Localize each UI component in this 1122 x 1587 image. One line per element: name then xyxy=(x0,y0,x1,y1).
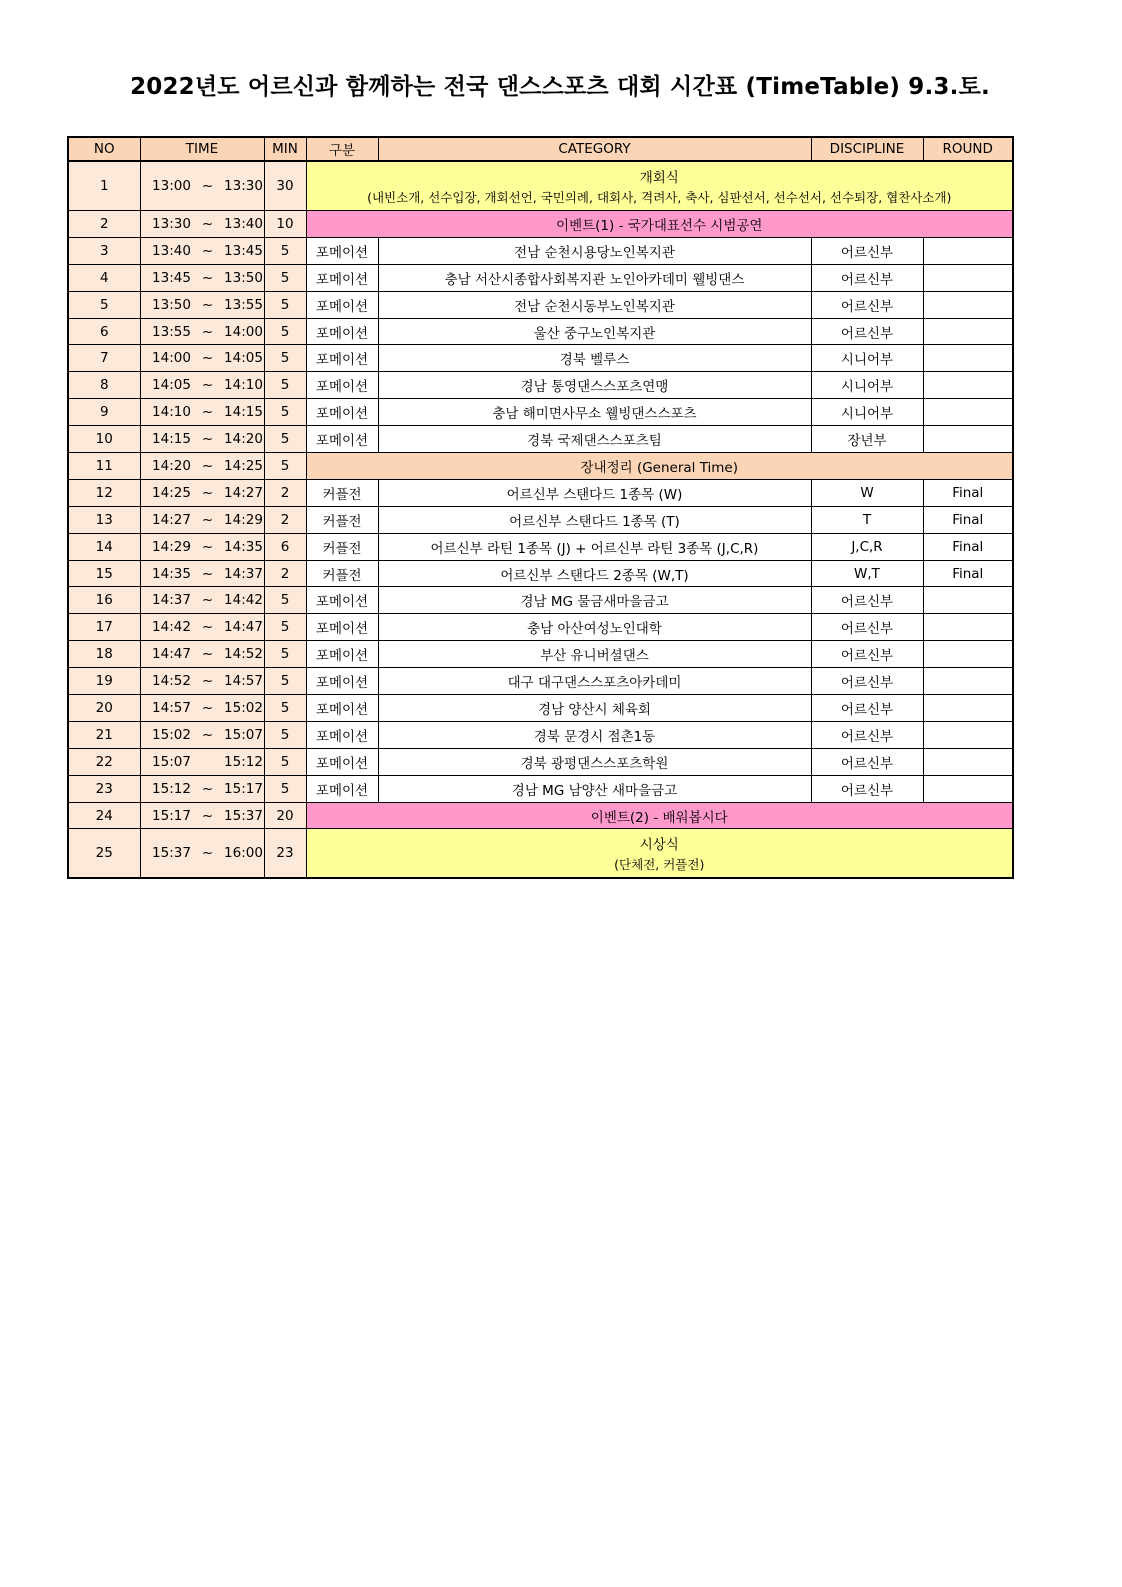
row-no: 9 xyxy=(68,399,140,426)
row-time xyxy=(140,668,264,695)
row-time xyxy=(140,587,264,614)
row-no: 19 xyxy=(68,668,140,695)
row-round xyxy=(923,748,1013,775)
row-time xyxy=(140,426,264,453)
table-row xyxy=(68,161,1013,211)
time-end: 13:40 xyxy=(224,215,263,232)
header-round: ROUND xyxy=(923,137,1013,161)
row-no: 25 xyxy=(68,829,140,879)
time-end: 15:07 xyxy=(224,726,263,743)
row-time xyxy=(140,453,264,480)
row-min: 5 xyxy=(264,291,306,318)
row-discipline: 어르신부 xyxy=(811,748,923,775)
table-row xyxy=(68,587,1013,614)
row-category: 경북 벨루스 xyxy=(378,345,811,372)
row-gubun: 포메이션 xyxy=(306,318,378,345)
header-category: CATEGORY xyxy=(378,137,811,161)
time-start: 14:27 xyxy=(152,511,191,528)
time-end: 13:45 xyxy=(224,242,263,259)
time-start: 15:07 xyxy=(152,753,191,770)
row-discipline: 어르신부 xyxy=(811,668,923,695)
time-end: 13:50 xyxy=(224,269,263,286)
timetable-body xyxy=(68,161,1013,878)
table-row xyxy=(68,802,1013,829)
row-time xyxy=(140,775,264,802)
header-discipline: DISCIPLINE xyxy=(811,137,923,161)
table-row xyxy=(68,291,1013,318)
row-time xyxy=(140,506,264,533)
row-time xyxy=(140,291,264,318)
row-gubun: 포메이션 xyxy=(306,237,378,264)
row-category: 어르신부 스탠다드 1종목 (W) xyxy=(378,479,811,506)
time-separator: ~ xyxy=(201,484,214,501)
row-min: 5 xyxy=(264,318,306,345)
row-round xyxy=(923,614,1013,641)
time-separator: ~ xyxy=(201,296,214,313)
time-separator: ~ xyxy=(201,699,214,716)
row-discipline: 시니어부 xyxy=(811,345,923,372)
table-row xyxy=(68,479,1013,506)
row-min: 2 xyxy=(264,479,306,506)
row-category: 충남 아산여성노인대학 xyxy=(378,614,811,641)
row-no: 18 xyxy=(68,641,140,668)
row-min: 5 xyxy=(264,775,306,802)
row-discipline: 어르신부 xyxy=(811,775,923,802)
time-separator: ~ xyxy=(201,350,214,367)
row-min: 20 xyxy=(264,802,306,829)
time-end: 14:47 xyxy=(224,619,263,636)
event-details: (내빈소개, 선수입장, 개회선언, 국민의례, 대회사, 격려사, 축사, 심판선서, 선수선서, 선수퇴장, 협찬사소개) xyxy=(367,190,952,205)
row-round xyxy=(923,775,1013,802)
row-gubun: 포메이션 xyxy=(306,426,378,453)
row-round xyxy=(923,399,1013,426)
row-discipline: W xyxy=(811,479,923,506)
time-start: 14:10 xyxy=(152,404,191,421)
row-event xyxy=(306,211,1013,238)
table-row xyxy=(68,668,1013,695)
table-row xyxy=(68,829,1013,879)
header-time: TIME xyxy=(140,137,264,161)
time-end: 14:35 xyxy=(224,538,263,555)
row-discipline: 시니어부 xyxy=(811,372,923,399)
row-category: 전남 순천시용당노인복지관 xyxy=(378,237,811,264)
row-time xyxy=(140,211,264,238)
row-gubun: 포메이션 xyxy=(306,695,378,722)
row-round: Final xyxy=(923,506,1013,533)
time-separator: ~ xyxy=(201,646,214,663)
row-event xyxy=(306,802,1013,829)
row-time xyxy=(140,372,264,399)
row-gubun: 포메이션 xyxy=(306,372,378,399)
row-round xyxy=(923,641,1013,668)
row-round: Final xyxy=(923,479,1013,506)
row-min: 5 xyxy=(264,695,306,722)
row-time xyxy=(140,560,264,587)
row-gubun: 포메이션 xyxy=(306,748,378,775)
time-start: 14:29 xyxy=(152,538,191,555)
page-title: 2022년도 어르신과 함께하는 전국 댄스스포츠 대회 시간표 (TimeTable) 9.3.토. xyxy=(130,74,990,100)
row-no: 14 xyxy=(68,533,140,560)
row-no: 17 xyxy=(68,614,140,641)
table-row xyxy=(68,748,1013,775)
time-end: 15:12 xyxy=(224,753,263,770)
time-start: 14:37 xyxy=(152,592,191,609)
row-round xyxy=(923,668,1013,695)
row-gubun: 포메이션 xyxy=(306,668,378,695)
time-end: 14:42 xyxy=(224,592,263,609)
row-no: 4 xyxy=(68,264,140,291)
row-round xyxy=(923,695,1013,722)
table-row xyxy=(68,426,1013,453)
row-time xyxy=(140,161,264,211)
row-category: 어르신부 라틴 1종목 (J) + 어르신부 라틴 3종목 (J,C,R) xyxy=(378,533,811,560)
time-end: 13:55 xyxy=(224,296,263,313)
table-row xyxy=(68,614,1013,641)
row-min: 5 xyxy=(264,668,306,695)
row-min: 2 xyxy=(264,506,306,533)
timetable xyxy=(67,136,1014,879)
row-no: 6 xyxy=(68,318,140,345)
row-event xyxy=(306,161,1013,211)
time-end: 15:37 xyxy=(224,807,263,824)
row-time xyxy=(140,318,264,345)
time-start: 13:55 xyxy=(152,323,191,340)
row-gubun: 포메이션 xyxy=(306,264,378,291)
event-details: (단체전, 커플전) xyxy=(614,857,705,873)
row-discipline: 장년부 xyxy=(811,426,923,453)
time-start: 14:52 xyxy=(152,673,191,690)
row-gubun: 포메이션 xyxy=(306,775,378,802)
row-no: 8 xyxy=(68,372,140,399)
row-event xyxy=(306,453,1013,480)
time-start: 13:00 xyxy=(152,178,191,194)
table-row xyxy=(68,641,1013,668)
time-separator: ~ xyxy=(201,242,214,259)
time-start: 13:45 xyxy=(152,269,191,286)
time-end: 13:30 xyxy=(224,178,263,194)
time-start: 15:12 xyxy=(152,780,191,797)
time-separator: ~ xyxy=(201,807,214,824)
time-end: 14:25 xyxy=(224,457,263,474)
row-round xyxy=(923,291,1013,318)
time-end: 14:05 xyxy=(224,350,263,367)
time-separator: ~ xyxy=(201,511,214,528)
row-category: 경북 광평댄스스포츠학원 xyxy=(378,748,811,775)
time-end: 14:27 xyxy=(224,484,263,501)
time-end: 14:57 xyxy=(224,673,263,690)
time-separator: ~ xyxy=(201,780,214,797)
row-no: 22 xyxy=(68,748,140,775)
time-start: 14:35 xyxy=(152,565,191,582)
row-category: 경북 국제댄스스포츠팀 xyxy=(378,426,811,453)
row-gubun: 커플전 xyxy=(306,506,378,533)
time-end: 14:29 xyxy=(224,511,263,528)
row-discipline: 어르신부 xyxy=(811,318,923,345)
row-round xyxy=(923,587,1013,614)
table-row xyxy=(68,345,1013,372)
row-category: 충남 서산시종합사회복지관 노인아카데미 웰빙댄스 xyxy=(378,264,811,291)
time-start: 13:30 xyxy=(152,215,191,232)
row-discipline: 어르신부 xyxy=(811,291,923,318)
event-title: 개회식 xyxy=(639,170,679,186)
row-no: 15 xyxy=(68,560,140,587)
row-min: 5 xyxy=(264,587,306,614)
row-gubun: 포메이션 xyxy=(306,721,378,748)
row-time xyxy=(140,614,264,641)
time-separator: ~ xyxy=(201,431,214,448)
row-gubun: 커플전 xyxy=(306,533,378,560)
row-category: 충남 해미면사무소 웰빙댄스스포츠 xyxy=(378,399,811,426)
time-separator: ~ xyxy=(201,673,214,690)
row-category: 어르신부 스탠다드 1종목 (T) xyxy=(378,506,811,533)
row-round: Final xyxy=(923,560,1013,587)
time-separator: ~ xyxy=(201,323,214,340)
row-category: 경남 MG 물금새마을금고 xyxy=(378,587,811,614)
row-no: 2 xyxy=(68,211,140,238)
row-gubun: 포메이션 xyxy=(306,641,378,668)
time-end: 15:17 xyxy=(224,780,263,797)
row-gubun: 커플전 xyxy=(306,479,378,506)
row-min: 30 xyxy=(264,161,306,211)
time-separator: ~ xyxy=(201,726,214,743)
row-gubun: 포메이션 xyxy=(306,399,378,426)
time-start: 15:17 xyxy=(152,807,191,824)
table-row xyxy=(68,318,1013,345)
row-event xyxy=(306,829,1013,879)
row-no: 20 xyxy=(68,695,140,722)
row-discipline: T xyxy=(811,506,923,533)
row-gubun: 포메이션 xyxy=(306,614,378,641)
header-no: NO xyxy=(68,137,140,161)
header-row xyxy=(68,137,1013,161)
time-end: 14:15 xyxy=(224,404,263,421)
time-start: 14:20 xyxy=(152,457,191,474)
row-no: 3 xyxy=(68,237,140,264)
row-min: 5 xyxy=(264,345,306,372)
row-time xyxy=(140,345,264,372)
row-category: 울산 중구노인복지관 xyxy=(378,318,811,345)
row-discipline: 어르신부 xyxy=(811,721,923,748)
time-separator: ~ xyxy=(201,269,214,286)
table-row xyxy=(68,237,1013,264)
row-gubun: 포메이션 xyxy=(306,345,378,372)
time-separator: ~ xyxy=(201,619,214,636)
event-title: 시상식 xyxy=(639,837,679,854)
row-discipline: 시니어부 xyxy=(811,399,923,426)
row-discipline: J,C,R xyxy=(811,533,923,560)
time-start: 14:05 xyxy=(152,377,191,394)
time-separator: ~ xyxy=(201,215,214,232)
row-discipline: 어르신부 xyxy=(811,695,923,722)
row-no: 11 xyxy=(68,453,140,480)
row-category: 경남 양산시 체육회 xyxy=(378,695,811,722)
row-min: 10 xyxy=(264,211,306,238)
table-row xyxy=(68,264,1013,291)
time-separator: ~ xyxy=(201,538,214,555)
time-separator: ~ xyxy=(201,178,214,194)
row-category: 전남 순천시동부노인복지관 xyxy=(378,291,811,318)
row-min: 5 xyxy=(264,748,306,775)
table-row xyxy=(68,453,1013,480)
row-min: 5 xyxy=(264,264,306,291)
row-category: 대구 대구댄스스포츠아카데미 xyxy=(378,668,811,695)
time-start: 15:37 xyxy=(152,845,191,862)
table-row xyxy=(68,533,1013,560)
row-time xyxy=(140,721,264,748)
table-row xyxy=(68,506,1013,533)
row-round xyxy=(923,426,1013,453)
row-min: 5 xyxy=(264,372,306,399)
time-separator: ~ xyxy=(201,592,214,609)
row-min: 5 xyxy=(264,237,306,264)
time-end: 14:20 xyxy=(224,431,263,448)
table-row xyxy=(68,211,1013,238)
row-round xyxy=(923,318,1013,345)
header-min: MIN xyxy=(264,137,306,161)
row-time xyxy=(140,802,264,829)
row-no: 5 xyxy=(68,291,140,318)
row-round xyxy=(923,264,1013,291)
time-start: 13:50 xyxy=(152,296,191,313)
row-no: 1 xyxy=(68,161,140,211)
row-discipline: 어르신부 xyxy=(811,641,923,668)
row-discipline: 어르신부 xyxy=(811,237,923,264)
time-end: 14:37 xyxy=(224,565,263,582)
row-round xyxy=(923,237,1013,264)
time-separator: ~ xyxy=(201,845,214,862)
row-category: 경북 문경시 점촌1동 xyxy=(378,721,811,748)
row-round xyxy=(923,372,1013,399)
row-time xyxy=(140,695,264,722)
time-start: 14:57 xyxy=(152,699,191,716)
time-end: 16:00 xyxy=(224,845,263,862)
row-time xyxy=(140,399,264,426)
row-category: 부산 유니버셜댄스 xyxy=(378,641,811,668)
time-start: 14:47 xyxy=(152,646,191,663)
row-min: 2 xyxy=(264,560,306,587)
row-gubun: 커플전 xyxy=(306,560,378,587)
time-start: 14:00 xyxy=(152,350,191,367)
row-category: 어르신부 스탠다드 2종목 (W,T) xyxy=(378,560,811,587)
row-min: 5 xyxy=(264,399,306,426)
row-min: 5 xyxy=(264,641,306,668)
row-round xyxy=(923,345,1013,372)
row-gubun: 포메이션 xyxy=(306,291,378,318)
row-no: 23 xyxy=(68,775,140,802)
time-separator: ~ xyxy=(201,404,214,421)
row-time xyxy=(140,237,264,264)
row-no: 7 xyxy=(68,345,140,372)
time-end: 14:10 xyxy=(224,377,263,394)
time-start: 14:42 xyxy=(152,619,191,636)
row-discipline: 어르신부 xyxy=(811,587,923,614)
time-start: 14:15 xyxy=(152,431,191,448)
row-discipline: W,T xyxy=(811,560,923,587)
row-min: 5 xyxy=(264,453,306,480)
time-end: 14:52 xyxy=(224,646,263,663)
table-row xyxy=(68,372,1013,399)
row-min: 23 xyxy=(264,829,306,879)
row-time xyxy=(140,264,264,291)
time-start: 15:02 xyxy=(152,726,191,743)
time-separator: ~ xyxy=(201,565,214,582)
row-discipline: 어르신부 xyxy=(811,264,923,291)
row-time xyxy=(140,829,264,879)
row-no: 10 xyxy=(68,426,140,453)
row-time xyxy=(140,641,264,668)
header-gubun: 구분 xyxy=(306,137,378,161)
time-start: 13:40 xyxy=(152,242,191,259)
event-title: 장내정리 (General Time) xyxy=(580,459,739,476)
time-start: 14:25 xyxy=(152,484,191,501)
row-min: 5 xyxy=(264,426,306,453)
row-gubun: 포메이션 xyxy=(306,587,378,614)
time-end: 14:00 xyxy=(224,323,263,340)
row-min: 6 xyxy=(264,533,306,560)
table-row xyxy=(68,721,1013,748)
row-discipline: 어르신부 xyxy=(811,614,923,641)
row-min: 5 xyxy=(264,614,306,641)
table-row xyxy=(68,560,1013,587)
row-round xyxy=(923,721,1013,748)
row-time xyxy=(140,748,264,775)
time-end: 15:02 xyxy=(224,699,263,716)
row-min: 5 xyxy=(264,721,306,748)
row-round: Final xyxy=(923,533,1013,560)
time-separator: ~ xyxy=(201,377,214,394)
row-no: 16 xyxy=(68,587,140,614)
table-row xyxy=(68,695,1013,722)
table-row xyxy=(68,399,1013,426)
row-no: 13 xyxy=(68,506,140,533)
row-no: 24 xyxy=(68,802,140,829)
event-title: 이벤트(2) - 배워봅시다 xyxy=(590,809,728,826)
time-separator: ~ xyxy=(201,457,214,474)
row-category: 경남 통영댄스스포츠연맹 xyxy=(378,372,811,399)
row-category: 경남 MG 남양산 새마을금고 xyxy=(378,775,811,802)
table-row xyxy=(68,775,1013,802)
row-no: 12 xyxy=(68,479,140,506)
event-title: 이벤트(1) - 국가대표선수 시범공연 xyxy=(556,217,763,234)
row-time xyxy=(140,533,264,560)
row-no: 21 xyxy=(68,721,140,748)
row-time xyxy=(140,479,264,506)
